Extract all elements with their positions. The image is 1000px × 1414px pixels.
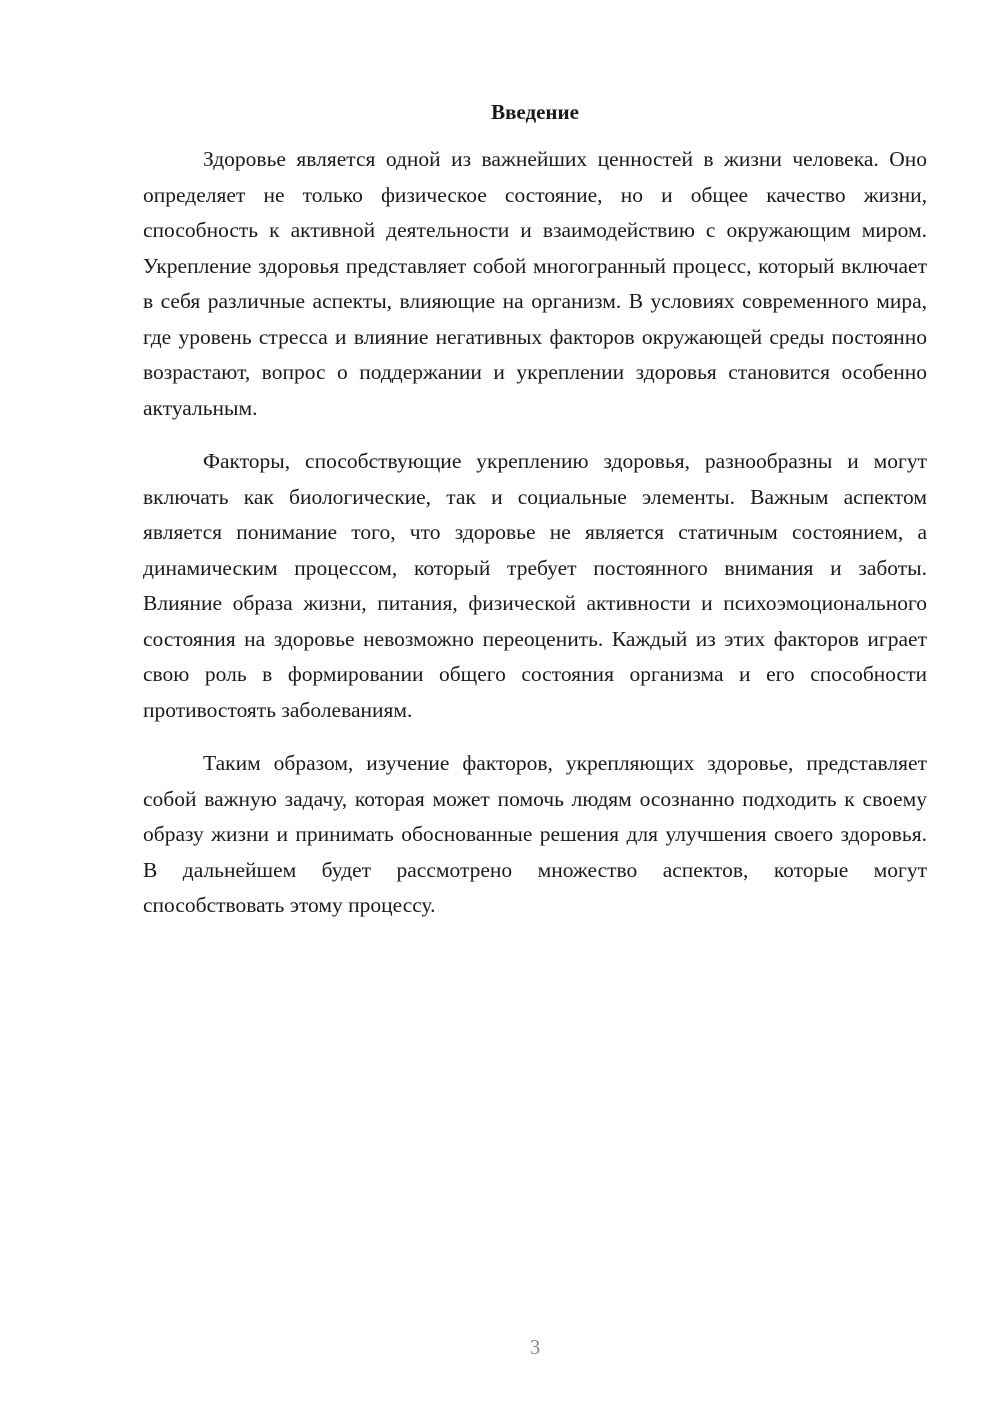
page-content: [143, 97, 927, 942]
paragraph-2: Факторы, способствующие укреплению здоровья, разнообразны и могут включать как биологические, так и социальные элементы. Важным аспектом является понимание того, что здоровье не является статичным состоянием, а динамическим процессом, который требует постоянного внимания и заботы. Влияние образа жизни, питания, физической активности и психоэмоционального состояния на здоровье невозможно переоценить. Каждый из этих факторов играет свою роль в формировании общего состояния организма и его способности противостоять заболеваниям.: [143, 449, 927, 722]
paragraph-3: Таким образом, изучение факторов, укрепляющих здоровье, представляет собой важную задачу, которая может помочь людям осознанно подходить к своему образу жизни и принимать обоснованные решения для улучшения своего здоровья. В дальнейшем будет рассмотрено множество аспектов, которые могут способствовать этому процессу.: [143, 751, 927, 917]
page-number: 3: [529, 1335, 541, 1359]
paragraph-1: Здоровье является одной из важнейших ценностей в жизни человека. Оно определяет не только физическое состояние, но и общее качество жизни, способность к активной деятельности и взаимодействию с окружающим миром. Укрепление здоровья представляет собой многогранный процесс, который включает в себя различные аспекты, влияющие на организм. В условиях современного мира, где уровень стресса и влияние негативных факторов окружающей среды постоянно возрастают, вопрос о поддержании и укреплении здоровья становится особенно актуальным.: [143, 147, 927, 420]
section-title: Введение: [491, 100, 579, 124]
